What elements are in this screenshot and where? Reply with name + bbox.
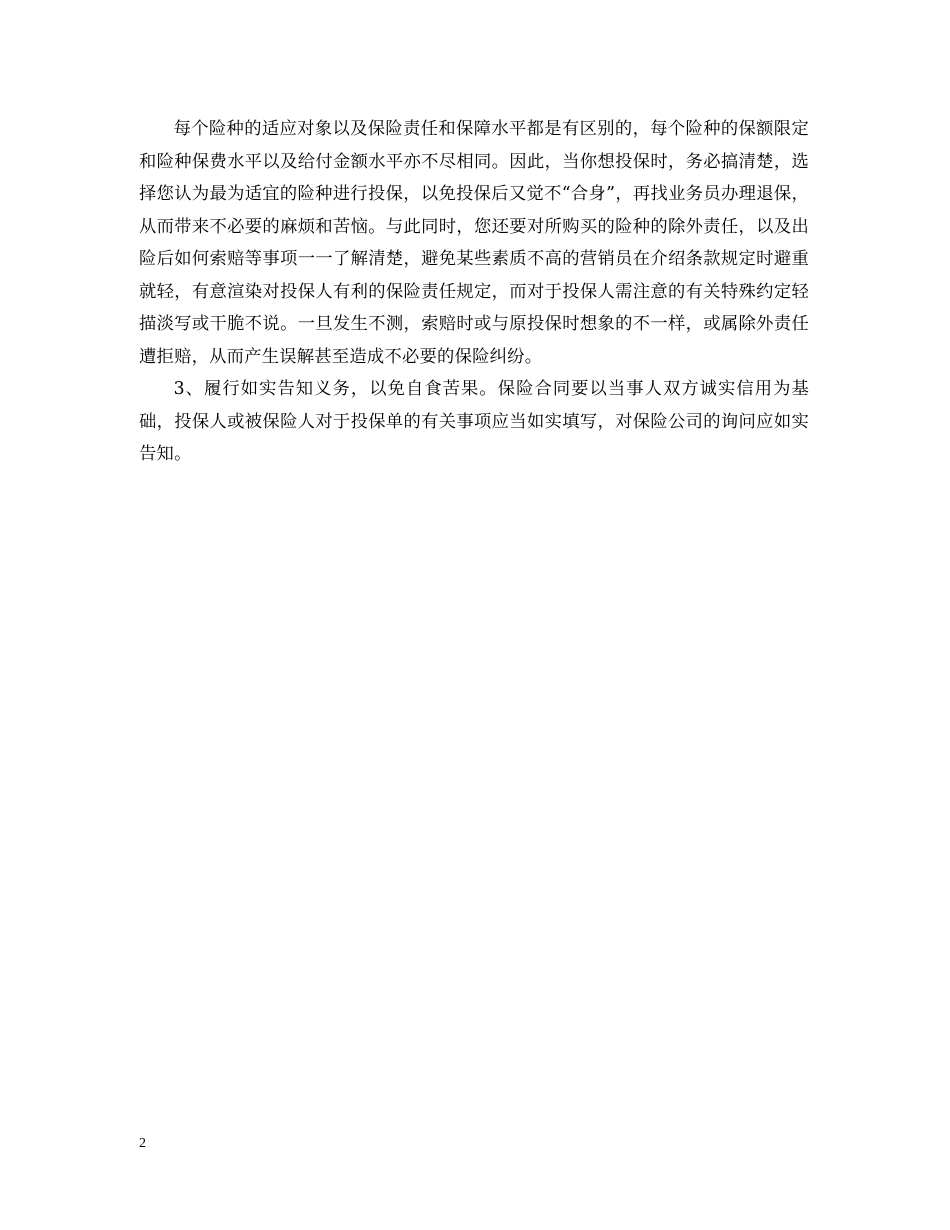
paragraph-insurance-selection: 每个险种的适应对象以及保险责任和保障水平都是有区别的，每个险种的保额限定和险种保费水平以及给付金额水平亦不尽相同。因此，当你想投保时，务必搞清楚，选择您认为最为适宜的险种进行投保，以免投保后又觉不“合身”，再找业务员办理退保，从而带来不必要的麻烦和苦恼。与此同时，您还要对所购买的险种的除外责任，以及出险后如何索赔等事项一一了解清楚，避免某些素质不高的营销员在介绍条款规定时避重就轻，有意渲染对投保人有利的保险责任规定，而对于投保人需注意的有关特殊约定轻描淡写或干脆不说。一旦发生不测，索赔时或与原投保时想象的不一样，或属除外责任遭拒赔，从而产生误解甚至造成不必要的保险纠纷。 [139,119,809,367]
page-number: 2 [139,1136,146,1151]
paragraph-disclosure-duty: 3、履行如实告知义务，以免自食苦果。保险合同要以当事人双方诚实信用为基础，投保人或被保险人对于投保单的有关事项应当如实填写，对保险公司的询问应如实告知。 [139,379,809,464]
body-text [139,113,809,471]
